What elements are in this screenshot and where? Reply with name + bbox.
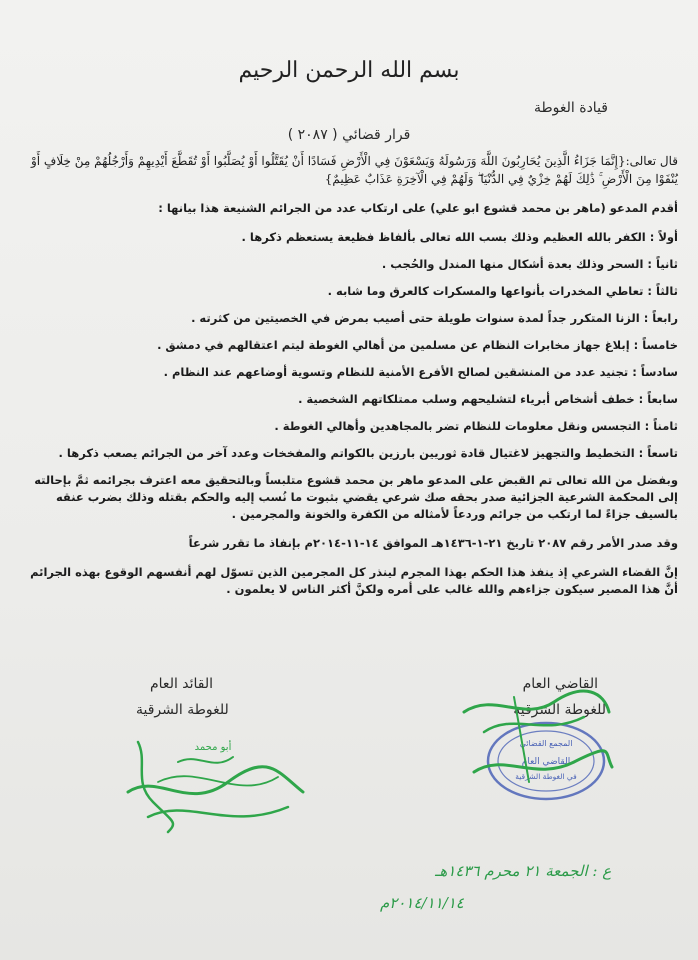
charge-item: ثالثاً : تعاطي المخدرات بأنواعها والمسكرات كالعرق وما شابه . [327,284,678,298]
quran-verse: قال تعالى:{إِنَّمَا جَزَاءُ الَّذِينَ يُحَارِبُونَ اللَّهَ وَرَسُولَهُ وَيَسْعَوْنَ فِي الْأَرْضِ فَسَادًا أَنْ يُقَتَّلُوا أَوْ يُصَلَّبُوا أَوْ تُقَطَّعَ أَيْدِيهِمْ وَأَرْجُلُهُمْ مِنْ خِلَافٍ أَوْ يُنْفَوْا مِنَ الْأَرْضِ ۚ ذَٰلِكَ لَهُمْ خِزْيٌ فِي الدُّنْيَا ۖ وَلَهُمْ فِي الْآخِرَةِ عَذَابٌ عَظِيمٌ} [30,154,678,186]
charge-item: خامساً : إبلاغ جهاز مخابرات النظام عن مسلمين من أهالي الغوطة ليتم اعتقالهم في دمشق . [157,338,678,352]
handwritten-date [230,850,612,922]
decree-body [22,152,678,610]
issued-order: وقد صدر الأمر رقم ٢٠٨٧ تاريخ ٢١-١-١٤٣٦هـ الموافق ١٤-١١-٢٠١٤م بإنفاذ ما تقرر شرعاً [188,536,678,550]
leader-signature [118,722,308,842]
handwritten-date-line: ٢٠١٤/١١/١٤م [380,894,464,912]
charge-item: تاسعاً : التخطيط والتجهيز لاغتيال قادة ثوريين بارزين بالكواتم والمفخخات وعدد آخر من الجرائم يصعب ذكرها . [58,446,678,460]
seal-line: المجمع القضائي [519,739,573,748]
charge-item: سابعاً : خطف أشخاص أبرياء لتشليحهم وسلب ممتلكاتهم الشخصية . [298,392,678,406]
seal-line: القاضي العام [521,757,571,767]
decree-title: قرار قضائي ( ٢٠٨٧ ) [287,127,411,143]
charge-item: ثامناً : التجسس ونقل معلومات للنظام تضر بالمجاهدين وأهالي الغوطة . [274,419,678,433]
basmala-heading: بسم الله الرحمن الرحيم [238,58,460,83]
leader-title: القائد العام [150,676,214,692]
charge-item: أولاً : الكفر بالله العظيم وذلك بسب الله تعالى بألفاظ فظيعة يستعظم ذكرها . [241,230,678,244]
leader-region: للغوطة الشرقية [136,702,229,718]
charge-item: رابعاً : الزنا المتكرر جداً لمدة سنوات طويلة حتى أصيب بمرض في الخصيتين من كثرته . [191,311,678,325]
closing-paragraph: إنَّ القضاء الشرعي إذ ينفذ هذا الحكم بهذا المجرم لينذر كل المجرمين الذين تسوّل لهم أنفسهم الوقوع بهذه الجرائم أنَّ هذا المصير سيكون جزاءهم والله غالب على أمره ولكنَّ أكثر الناس لا يعلمون . [30,565,678,596]
issuer-name: قيادة الغوطة [534,100,608,116]
charge-item: سادساً : تجنيد عدد من المنشقين لصالح الأفرع الأمنية للنظام وتسوية أوضاعهم عند النظام . [163,365,678,379]
arrest-paragraph: وبفضل من الله تعالى تم القبض على المدعو ماهر بن محمد قشوع متلبساً وبالتحقيق معه اعترف بجرائمه ثمَّ بإحالته إلى المحكمة الشرعية الجزائية صدر بحقه صك شرعي يقضي بثبوت ما نُسب إليه والحكم بقتله وذلك بضرب عنقه بالسيف جزاءً لما ارتكب من جرائم وردعاً لأمثاله من الكفرة والخونة والمجرمين . [34,473,678,521]
seal-line: في الغوطة الشرقية [515,772,577,781]
judge-signature [454,682,614,792]
judge-title: القاضي العام [522,676,598,692]
accusation-intro: أقدم المدعو (ماهر بن محمد قشوع ابو علي) على ارتكاب عدد من الجرائم الشنيعة هذا بيانها : [158,201,678,215]
charge-item: ثانياً : السحر وذلك بعدة أشكال منها المندل والحُجب . [381,257,678,271]
leader-signature-text: أبو محمد [194,742,232,753]
judge-region: للغوطة الشرقية [513,702,606,718]
handwritten-date-line: ع : الجمعة ٢١ محرم ١٤٣٦هـ [435,862,612,880]
